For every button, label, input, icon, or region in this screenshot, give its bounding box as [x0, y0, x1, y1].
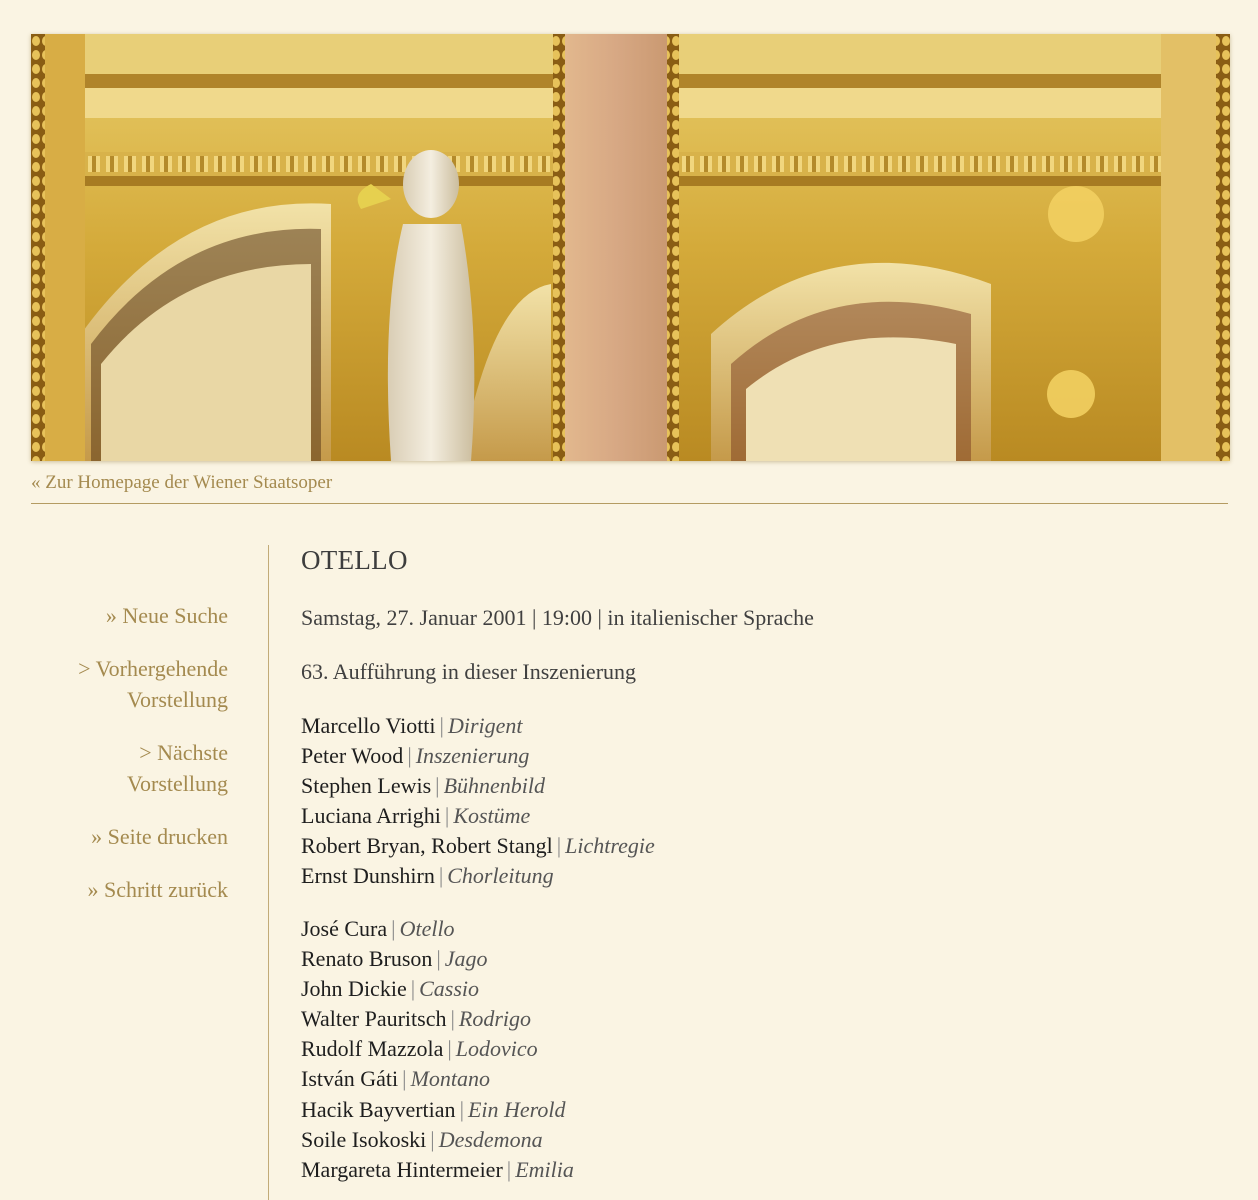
separator: | — [436, 946, 441, 972]
character-name: Montano — [410, 1066, 491, 1092]
cast-row — [301, 1064, 1221, 1094]
credit-row — [301, 801, 1221, 831]
singer-name: John Dickie — [301, 976, 407, 1002]
credit-row — [301, 771, 1221, 801]
separator: | — [450, 1006, 455, 1032]
separator: | — [439, 713, 444, 738]
singer-name: István Gáti — [301, 1066, 399, 1092]
role-name: Inszenierung — [415, 743, 530, 768]
cast-list — [301, 914, 1221, 1185]
singer-name: Renato Bruson — [301, 946, 433, 972]
character-name: Jago — [444, 946, 488, 972]
previous-performance-label-line2: Vorstellung — [126, 687, 228, 712]
person-name: Marcello Viotti — [301, 713, 436, 738]
cast-row — [301, 1125, 1221, 1155]
production-credits — [301, 711, 1221, 891]
character-name: Rodrigo — [458, 1006, 531, 1032]
step-back-link[interactable] — [30, 874, 228, 905]
separator: | — [430, 1126, 435, 1152]
print-page-link[interactable] — [30, 821, 228, 852]
page-title: OTELLO — [301, 545, 408, 575]
sidebar-nav — [30, 600, 228, 927]
singer-name: Margareta Hintermeier — [301, 1156, 503, 1182]
next-performance-link[interactable] — [30, 737, 228, 799]
role-name: Chorleitung — [447, 863, 554, 888]
performance-count: 63. Aufführung in dieser Inszenierung — [301, 659, 637, 684]
separator: | — [444, 803, 450, 828]
character-name: Emilia — [515, 1156, 574, 1182]
role-name: Kostüme — [453, 803, 531, 828]
separator: | — [447, 1036, 452, 1062]
character-name: Lodovico — [455, 1036, 538, 1062]
credit-row — [301, 861, 1221, 891]
print-page-label: » Seite drucken — [91, 824, 228, 849]
header-divider — [31, 503, 1228, 504]
person-name: Luciana Arrighi — [301, 803, 441, 828]
header-banner-image — [31, 34, 1230, 461]
credit-row — [301, 711, 1221, 741]
character-name: Otello — [399, 916, 455, 941]
performance-dateline: Samstag, 27. Januar 2001 | 19:00 | in italienischer Sprache — [301, 605, 814, 630]
cast-row — [301, 1155, 1221, 1185]
person-name: Robert Bryan, Robert Stangl — [301, 833, 553, 858]
singer-name: Hacik Bayvertian — [301, 1096, 456, 1122]
performance-details — [301, 540, 1221, 1185]
next-performance-label-line2: Vorstellung — [126, 771, 228, 796]
credit-row — [301, 831, 1221, 861]
cast-row — [301, 1004, 1221, 1034]
new-search-link[interactable] — [30, 600, 228, 631]
homepage-link[interactable]: « Zur Homepage der Wiener Staatsoper — [31, 472, 333, 493]
cast-row — [301, 974, 1221, 1004]
person-name: Stephen Lewis — [301, 773, 432, 798]
separator: | — [506, 1156, 512, 1182]
character-name: Cassio — [419, 976, 480, 1002]
person-name: Ernst Dunshirn — [301, 863, 435, 888]
cast-row — [301, 1034, 1221, 1064]
role-name: Dirigent — [447, 713, 523, 738]
new-search-label: » Neue Suche — [105, 603, 228, 628]
step-back-label: » Schritt zurück — [87, 877, 228, 902]
person-name: Peter Wood — [301, 743, 404, 768]
cast-row — [301, 914, 1221, 944]
role-name: Bühnenbild — [443, 773, 545, 798]
credit-row — [301, 741, 1221, 771]
character-name: Desdemona — [438, 1126, 543, 1152]
singer-name: José Cura — [301, 916, 388, 941]
separator: | — [391, 916, 396, 941]
role-name: Lichtregie — [565, 833, 655, 858]
cast-row — [301, 1095, 1221, 1125]
singer-name: Soile Isokoski — [301, 1126, 427, 1152]
singer-name: Rudolf Mazzola — [301, 1036, 444, 1062]
separator: | — [410, 976, 416, 1002]
separator: | — [459, 1096, 464, 1122]
separator: | — [438, 863, 444, 888]
separator: | — [556, 833, 562, 858]
separator: | — [402, 1066, 407, 1092]
separator: | — [407, 743, 412, 768]
next-performance-label-line1: > Nächste — [139, 740, 228, 765]
sidebar-divider — [268, 545, 269, 1200]
character-name: Ein Herold — [467, 1096, 566, 1122]
previous-performance-label-line1: > Vorhergehende — [78, 656, 228, 681]
cast-row — [301, 944, 1221, 974]
singer-name: Walter Pauritsch — [301, 1006, 447, 1032]
previous-performance-link[interactable] — [30, 653, 228, 715]
separator: | — [435, 773, 440, 798]
